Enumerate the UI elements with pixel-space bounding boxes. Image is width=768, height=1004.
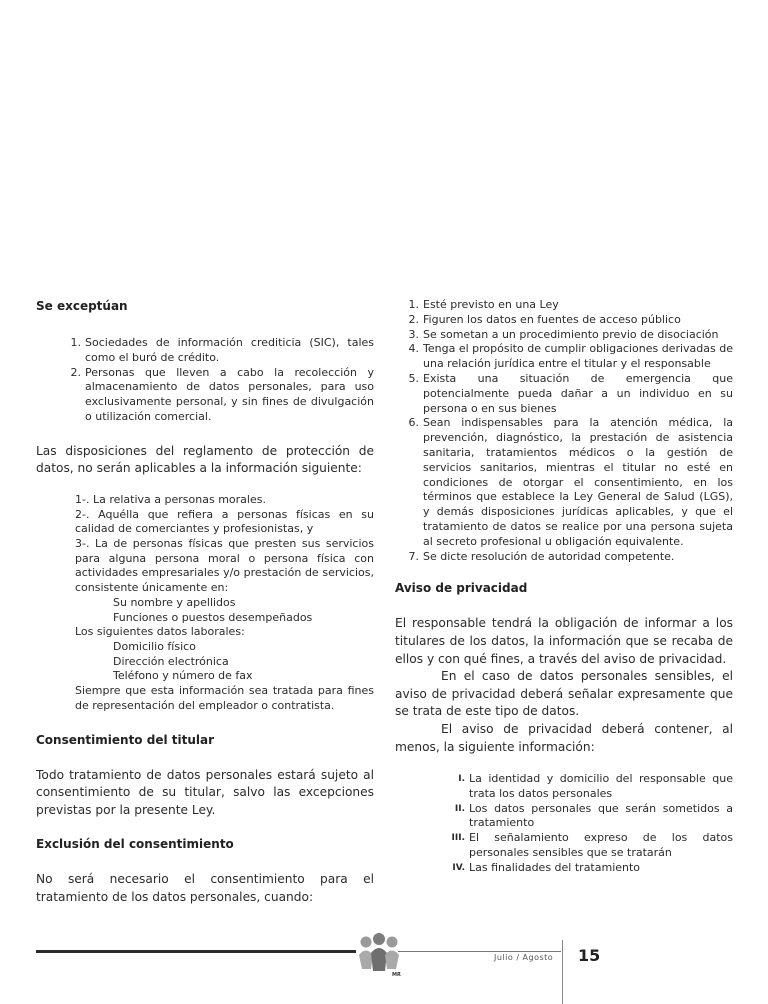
page-number: 15 xyxy=(578,946,601,965)
list-item: Teléfono y número de fax xyxy=(113,669,253,683)
footer-rule xyxy=(36,950,356,953)
list-item: 1. Sociedades de información crediticia (SIC), tales como el buró de crédito. xyxy=(70,336,374,364)
list-item: Siempre que esta información sea tratada para fines de representación del empleador o contratista. xyxy=(75,684,374,712)
non-applicable-list xyxy=(36,493,374,596)
list-item: 2. Personas que lleven a cabo la recolección y almacenamiento de datos personales, para uso exclusivamente personal, y sin fines de divulgación o utilización comercial. xyxy=(70,365,374,423)
list-item: 4. Tenga el propósito de cumplir obligaciones derivadas de una relación jurídica entre el titular y el responsable xyxy=(408,342,733,371)
svg-text:MR: MR xyxy=(392,972,401,977)
paragraph-aviso-3: El aviso de privacidad deberá contener, al menos, la siguiente información: xyxy=(395,721,733,754)
publisher-logo-icon xyxy=(356,933,402,977)
list-item: 3-. La de personas físicas que presten sus servicios para alguna persona moral o persona física con actividades empresariales y/o prestación de servicios, consistente únicamente en: xyxy=(75,537,374,595)
exceptions-list xyxy=(70,336,374,425)
list-item: Los siguientes datos laborales: xyxy=(75,625,245,639)
list-item: 7. Se dicte resolución de autoridad competente. xyxy=(408,549,675,563)
list-item: IV. Las finalidades del tratamiento xyxy=(452,860,641,874)
footer-divider xyxy=(562,940,563,1004)
list-item: 1-. La relativa a personas morales. xyxy=(75,492,266,506)
paragraph-consentimiento: Todo tratamiento de datos personales estará sujeto al consentimiento de su titular, salvo las excepciones previstas por la presente Ley. xyxy=(36,767,374,817)
heading-consentimiento: Consentimiento del titular xyxy=(36,732,215,747)
heading-exclusion: Exclusión del consentimiento xyxy=(36,837,234,852)
list-item: I. La identidad y domicilio del responsable que trata los datos personales xyxy=(458,772,733,800)
list-item: 5. Exista una situación de emergencia que potencialmente pueda dañar a un individuo en su persona o en sus bienes xyxy=(408,371,733,415)
heading-se-exceptuan: Se exceptúan xyxy=(36,299,128,313)
right-column xyxy=(395,298,733,876)
privacy-contents-list xyxy=(451,772,733,876)
paragraph-exclusion: No será necesario el consentimiento para el tratamiento de los datos personales, cuando: xyxy=(36,872,374,904)
list-item: Su nombre y apellidos xyxy=(113,595,236,609)
paragraph-aviso-2: En el caso de datos personales sensibles, el aviso de privacidad deberá señalar expresamente que se trata de este tipo de datos. xyxy=(395,669,733,719)
list-item: 2-. Aquélla que refiera a personas físicas en su calidad de comerciantes y profesionistas, y xyxy=(75,507,374,536)
list-item: 2. Figuren los datos en fuentes de acceso público xyxy=(408,312,681,326)
list-item: Funciones o puestos desempeñados xyxy=(113,610,313,624)
exclusion-list xyxy=(408,298,733,564)
list-item: 6. Sean indispensables para la atención médica, la prevención, diagnóstico, la prestación de asistencia sanitaria, tratamientos médicos o la gestión de servicios sanitarios, mientras el titular no esté en condiciones de otorgar el consentimiento, en los términos que establece la Ley General de Salud (LGS), y demás disposiciones jurídicas aplicables, y que el tratamiento de datos se realice por una persona sujeta al secreto profesional u obligación equivalente. xyxy=(408,416,733,548)
paragraph-aviso-1: El responsable tendrá la obligación de informar a los titulares de los datos, la información que se recaba de ellos y con qué fines, a través del aviso de privacidad. xyxy=(395,616,733,666)
heading-aviso-privacidad: Aviso de privacidad xyxy=(395,581,528,596)
left-column xyxy=(36,298,374,906)
list-item: 1. Esté previsto en una Ley xyxy=(408,298,559,311)
list-item: III. El señalamiento expreso de los datos personales sensibles que se tratarán xyxy=(451,831,733,860)
list-item: Dirección electrónica xyxy=(113,654,229,668)
footer-issue-label: Julio / Agosto xyxy=(494,953,554,962)
list-item: Domicilio físico xyxy=(113,640,196,653)
footer-rule-thin xyxy=(398,951,561,952)
list-item: 3. Se sometan a un procedimiento previo de disociación xyxy=(408,327,719,341)
paragraph-disposiciones: Las disposiciones del reglamento de protección de datos, no serán aplicables a la información siguiente: xyxy=(36,443,374,476)
list-item: II. Los datos personales que serán sometidos a tratamiento xyxy=(454,801,733,830)
